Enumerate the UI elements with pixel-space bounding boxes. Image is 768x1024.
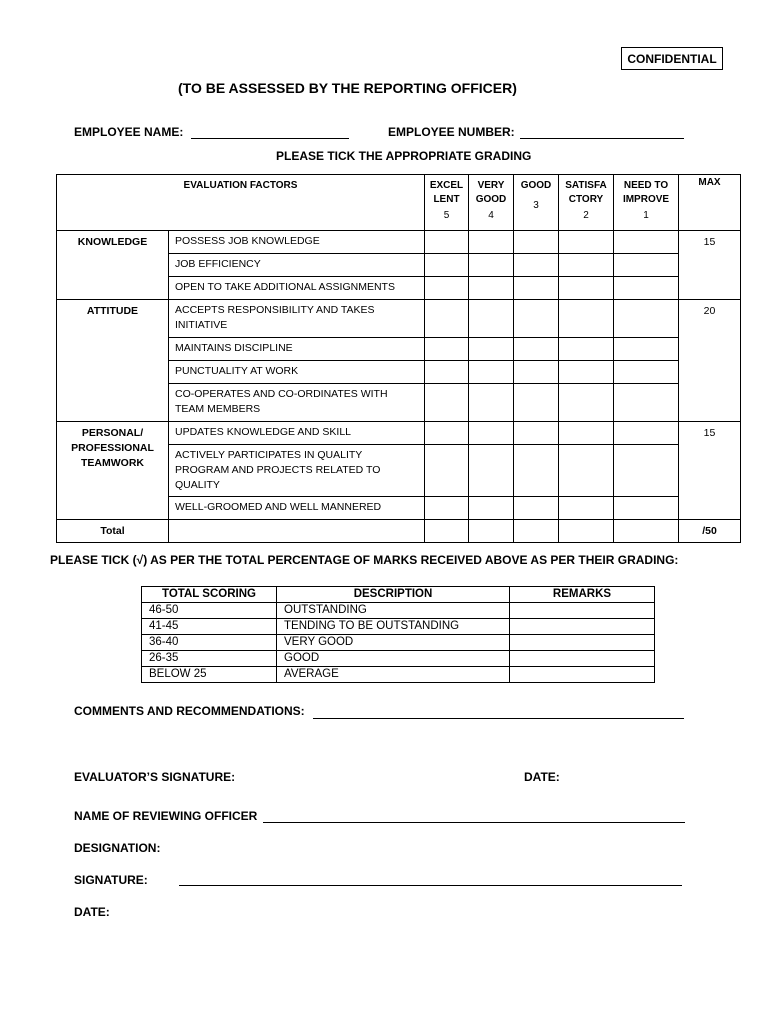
need-to-improve-score: 1: [643, 210, 649, 221]
very-good-score: 4: [488, 210, 494, 221]
grade-cell-need-to-improve[interactable]: [614, 300, 679, 338]
total-row: [57, 520, 741, 543]
grade-cell-very-good[interactable]: [469, 254, 514, 277]
remarks-cell[interactable]: [510, 651, 655, 667]
grade-cell-good[interactable]: [514, 422, 559, 445]
factor-label: OPEN TO TAKE ADDITIONAL ASSIGNMENTS: [169, 277, 425, 300]
grade-cell-good[interactable]: [514, 300, 559, 338]
grade-cell-good[interactable]: [514, 231, 559, 254]
factor-label: ACCEPTS RESPONSIBILITY AND TAKES INITIATIVE: [169, 300, 425, 338]
grade-cell-need-to-improve[interactable]: [614, 361, 679, 384]
grade-cell-excellent[interactable]: [425, 300, 469, 338]
final-date-label: DATE:: [74, 905, 110, 919]
grade-cell-satisfactory[interactable]: [559, 384, 614, 422]
scoring-header-row: [142, 587, 655, 603]
score-range: 26-35: [142, 651, 277, 667]
grade-cell-good[interactable]: [514, 254, 559, 277]
scoring-table: [141, 586, 655, 683]
grade-cell-need-to-improve[interactable]: [614, 277, 679, 300]
grade-cell-excellent[interactable]: [425, 277, 469, 300]
employee-name-field[interactable]: [191, 138, 349, 139]
factor-label: CO-OPERATES AND CO-ORDINATES WITH TEAM MEMBERS: [169, 384, 425, 422]
need-to-improve-label: NEED TO IMPROVE: [622, 180, 670, 205]
max-knowledge: 15: [679, 231, 741, 300]
satisfactory-header: [559, 175, 614, 231]
good-label: GOOD: [520, 180, 552, 191]
grade-cell-very-good[interactable]: [469, 384, 514, 422]
grade-cell-need-to-improve[interactable]: [614, 338, 679, 361]
grade-cell-excellent[interactable]: [425, 497, 469, 520]
description-header: DESCRIPTION: [277, 587, 510, 603]
remarks-cell[interactable]: [510, 619, 655, 635]
grade-cell-very-good[interactable]: [469, 300, 514, 338]
grade-cell-satisfactory[interactable]: [559, 254, 614, 277]
confidential-stamp: CONFIDENTIAL: [621, 47, 723, 70]
total-cell-satisfactory[interactable]: [559, 520, 614, 543]
max-attitude: 20: [679, 300, 741, 422]
excellent-score: 5: [443, 210, 450, 221]
grade-cell-excellent[interactable]: [425, 361, 469, 384]
total-scoring-header: TOTAL SCORING: [142, 587, 277, 603]
employee-name-label: EMPLOYEE NAME:: [74, 125, 184, 139]
remarks-cell[interactable]: [510, 603, 655, 619]
score-range: BELOW 25: [142, 667, 277, 683]
table-row: [142, 651, 655, 667]
table-row: [57, 231, 741, 254]
grade-cell-very-good[interactable]: [469, 338, 514, 361]
grade-cell-need-to-improve[interactable]: [614, 254, 679, 277]
total-cell-excellent[interactable]: [425, 520, 469, 543]
score-description: OUTSTANDING: [277, 603, 510, 619]
good-score: 3: [533, 200, 539, 211]
score-range: 41-45: [142, 619, 277, 635]
factor-label: JOB EFFICIENCY: [169, 254, 425, 277]
remarks-cell[interactable]: [510, 635, 655, 651]
total-cell-very-good[interactable]: [469, 520, 514, 543]
grade-cell-satisfactory[interactable]: [559, 361, 614, 384]
grade-cell-very-good[interactable]: [469, 361, 514, 384]
grade-cell-very-good[interactable]: [469, 422, 514, 445]
grade-cell-excellent[interactable]: [425, 384, 469, 422]
grade-cell-very-good[interactable]: [469, 497, 514, 520]
factor-label: UPDATES KNOWLEDGE AND SKILL: [169, 422, 425, 445]
total-cell-good[interactable]: [514, 520, 559, 543]
grade-cell-good[interactable]: [514, 445, 559, 497]
score-range: 46-50: [142, 603, 277, 619]
evaluation-table: [56, 174, 741, 543]
good-header: [514, 175, 559, 231]
evaluation-factors-header: EVALUATION FACTORS: [57, 175, 425, 231]
excellent-header: [425, 175, 469, 231]
signature-field[interactable]: [179, 885, 682, 886]
evaluator-date-label: DATE:: [524, 770, 560, 784]
evaluator-signature-label: EVALUATOR’S SIGNATURE:: [74, 770, 236, 784]
table-row: [57, 300, 741, 338]
excellent-label: EXCEL LENT: [429, 180, 464, 205]
table-row: [142, 603, 655, 619]
total-label: Total: [57, 520, 169, 543]
table-row: [142, 619, 655, 635]
category-personal-professional-teamwork: PERSONAL/ PROFESSIONAL TEAMWORK: [57, 422, 169, 520]
grade-cell-satisfactory[interactable]: [559, 338, 614, 361]
grade-cell-good[interactable]: [514, 277, 559, 300]
reviewing-officer-label: NAME OF REVIEWING OFFICER: [74, 809, 258, 823]
employee-number-field[interactable]: [520, 138, 684, 139]
score-description: TENDING TO BE OUTSTANDING: [277, 619, 510, 635]
table-row: [142, 635, 655, 651]
reviewing-officer-field[interactable]: [263, 822, 685, 823]
grade-cell-good[interactable]: [514, 497, 559, 520]
grade-cell-need-to-improve[interactable]: [614, 422, 679, 445]
satisfactory-label: SATISFA CTORY: [565, 180, 607, 205]
form-heading: (TO BE ASSESSED BY THE REPORTING OFFICER): [178, 80, 517, 96]
comments-label: COMMENTS AND RECOMMENDATIONS:: [74, 704, 305, 718]
max-header: MAX: [679, 175, 741, 231]
signature-label: SIGNATURE:: [74, 873, 148, 887]
satisfactory-score: 2: [583, 210, 589, 221]
grade-cell-very-good[interactable]: [469, 231, 514, 254]
grade-cell-excellent[interactable]: [425, 338, 469, 361]
grade-cell-excellent[interactable]: [425, 422, 469, 445]
factor-label: ACTIVELY PARTICIPATES IN QUALITY PROGRAM AND PROJECTS RELATED TO QUALITY: [169, 445, 425, 497]
grade-cell-good[interactable]: [514, 384, 559, 422]
tick-instruction: PLEASE TICK THE APPROPRIATE GRADING: [276, 149, 532, 163]
grade-cell-need-to-improve[interactable]: [614, 231, 679, 254]
grade-cell-satisfactory[interactable]: [559, 277, 614, 300]
need-to-improve-header: [614, 175, 679, 231]
table-row: [142, 667, 655, 683]
category-knowledge: KNOWLEDGE: [57, 231, 169, 300]
grade-cell-need-to-improve[interactable]: [614, 497, 679, 520]
grade-cell-very-good[interactable]: [469, 445, 514, 497]
remarks-header: REMARKS: [510, 587, 655, 603]
factor-label: POSSESS JOB KNOWLEDGE: [169, 231, 425, 254]
percentage-instruction: PLEASE TICK (√) AS PER THE TOTAL PERCENTAGE OF MARKS RECEIVED ABOVE AS PER THEIR GRADING:: [50, 553, 679, 567]
category-attitude: ATTITUDE: [57, 300, 169, 422]
employee-number-label: EMPLOYEE NUMBER:: [388, 125, 515, 139]
max-teamwork: 15: [679, 422, 741, 520]
grade-cell-excellent[interactable]: [425, 254, 469, 277]
grade-cell-satisfactory[interactable]: [559, 300, 614, 338]
designation-label: DESIGNATION:: [74, 841, 161, 855]
grade-cell-excellent[interactable]: [425, 445, 469, 497]
grade-cell-need-to-improve[interactable]: [614, 445, 679, 497]
total-cell-need-to-improve[interactable]: [614, 520, 679, 543]
total-max: /50: [679, 520, 741, 543]
total-blank-cell: [169, 520, 425, 543]
very-good-header: [469, 175, 514, 231]
score-description: GOOD: [277, 651, 510, 667]
factor-label: MAINTAINS DISCIPLINE: [169, 338, 425, 361]
table-row: [57, 422, 741, 445]
factor-label: PUNCTUALITY AT WORK: [169, 361, 425, 384]
score-range: 36-40: [142, 635, 277, 651]
grade-cell-satisfactory[interactable]: [559, 445, 614, 497]
score-description: AVERAGE: [277, 667, 510, 683]
very-good-label: VERY GOOD: [475, 180, 507, 205]
grade-cell-excellent[interactable]: [425, 231, 469, 254]
grade-cell-satisfactory[interactable]: [559, 422, 614, 445]
grade-cell-very-good[interactable]: [469, 277, 514, 300]
comments-field[interactable]: [313, 718, 684, 719]
factor-label: WELL-GROOMED AND WELL MANNERED: [169, 497, 425, 520]
remarks-cell[interactable]: [510, 667, 655, 683]
score-description: VERY GOOD: [277, 635, 510, 651]
grade-cell-satisfactory[interactable]: [559, 497, 614, 520]
grade-cell-satisfactory[interactable]: [559, 231, 614, 254]
grade-cell-good[interactable]: [514, 338, 559, 361]
grade-cell-good[interactable]: [514, 361, 559, 384]
grade-cell-need-to-improve[interactable]: [614, 384, 679, 422]
